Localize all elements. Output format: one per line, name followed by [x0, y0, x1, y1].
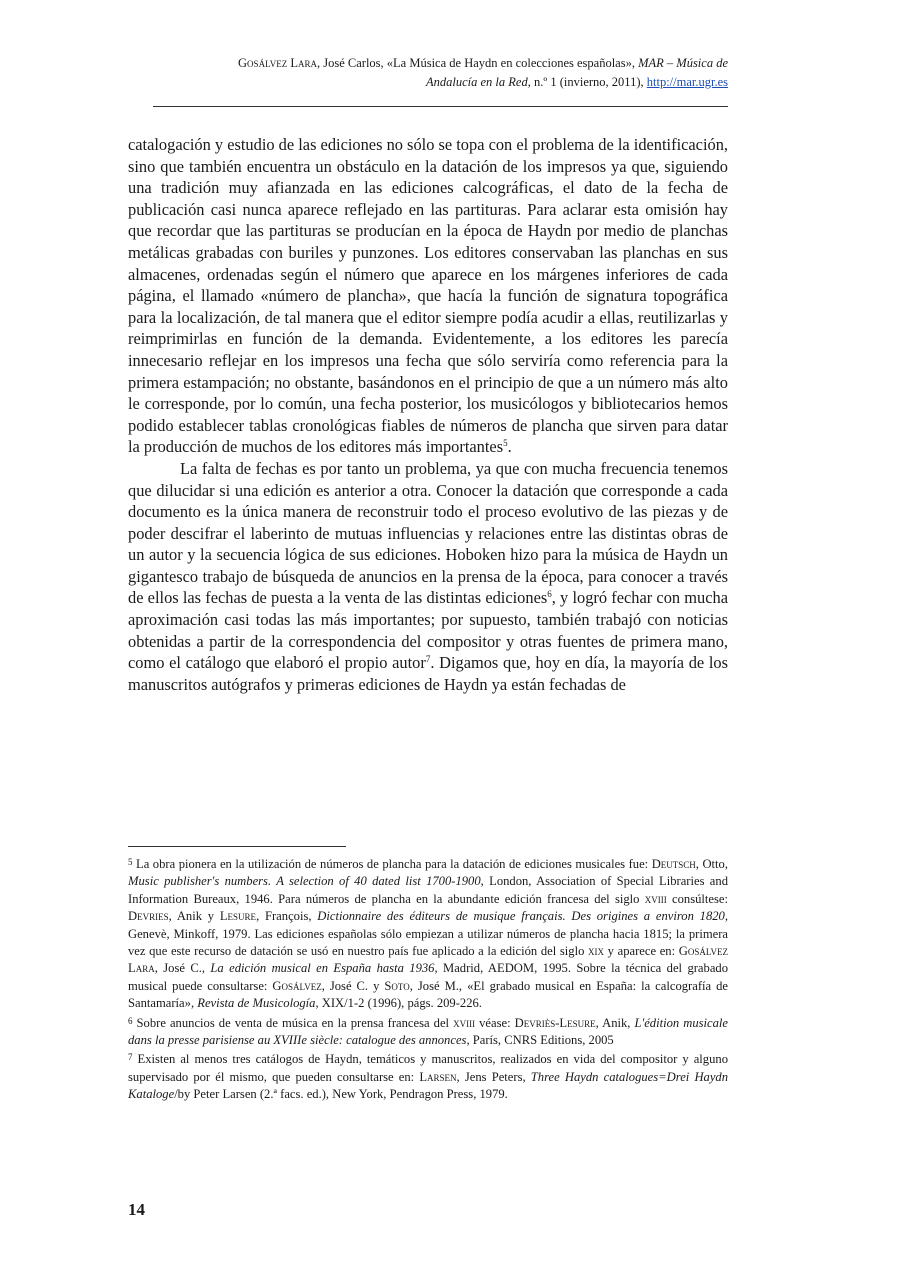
paragraph-1-end: .	[507, 437, 512, 457]
fn5-text: consúltese:	[666, 891, 728, 906]
fn5-text: , Madrid, AEDOM, 1995. Sobre la técnica del grabado musical puede consultarse:	[128, 961, 729, 993]
fn5-author: Gosálvez Lara	[128, 944, 728, 976]
fn5-title: La edición musical en España hasta 1936	[210, 961, 435, 976]
fn5-text: , José M., «El grabado musical en España: la calcografía de Santamaría»,	[128, 978, 728, 1011]
fn5-text: , London, Association of Special Libraries and Information Bureaux, 1946. Para números de plancha en la abundante edición francesa del siglo	[128, 874, 728, 906]
paragraph-1	[128, 134, 728, 458]
fn5-text: La obra pionera en la utilización de números de plancha para la datación de ediciones musicales fue:	[132, 857, 652, 871]
fn5-author: Gosálvez	[272, 978, 322, 993]
fn5-text: , Genevè, Minkoff, 1979. Las ediciones españolas sólo empiezan a utilizar números de plancha hacia 1815; la primera vez que este recurso de datación se usó en nuestro país fue aplicado a la edición del siglo	[128, 909, 728, 959]
header-rule	[153, 106, 728, 107]
main-text	[128, 134, 728, 695]
fn5-century: xviii	[644, 891, 667, 906]
page-number: 14	[128, 1200, 145, 1219]
footnotes	[128, 854, 728, 1104]
paragraph-2-text-c: . Digamos que, hoy en día, la mayoría de los manuscritos autógrafos y primeras ediciones de Haydn ya están fechadas de	[128, 653, 729, 694]
fn6-century: xviii	[453, 1015, 476, 1030]
footnote-separator	[128, 846, 346, 847]
fn6-text: Sobre anuncios de venta de música en la prensa francesa del	[132, 1015, 454, 1030]
running-header	[128, 54, 728, 92]
fn5-author: Devries	[128, 909, 169, 924]
fn5-author: Lesure	[219, 909, 257, 924]
fn6-text: véase:	[475, 1015, 515, 1030]
fn6-title: L'édition musicale dans la presse parisiense au XVIIIe siècle: catalogue des annonces	[128, 1015, 729, 1048]
header-line-2	[128, 73, 728, 92]
footnote-7	[128, 1049, 728, 1103]
paragraph-1-text: catalogación y estudio de las ediciones no sólo se topa con el problema de la identificación, sino que también encuentra un obstáculo en la datación de los impresos ya que, siguiendo una tradición muy afianzada en las ediciones calcográficas, el dato de la fecha de publicación casi nunca aparece reflejado en las partituras. Para aclarar esta omisión hay que recordar que las partituras se producían en la época de Haydn por medio de planchas metálicas grabadas con buriles y punzones. Los editores conservaban las planchas en sus almacenes, ordenadas según el número que aparece en los márgenes inferiores de cada página, el llamado «número de plancha», que hacía la función de signatura topográfica para la localización, de tal manera que el editor siempre podía acudir a ellas, reutilizarlas y reimprimirlas en función de la demanda. Evidentemente, a los editores les parecía innecesario reflejar en los impresos una fecha que sólo serviría como referencia para la primera estampación; no obstante, basándonos en el principio de que a un número más alto le corresponde, por lo común, una fecha posterior, los musicólogos y bibliotecarios hemos podido establecer tablas cronológicas fiables de números de plancha que sirven para datar la producción de muchos de los editores más importantes	[128, 135, 728, 457]
paragraph-2	[128, 458, 728, 696]
header-url-link[interactable]: http://mar.ugr.es	[646, 75, 728, 89]
header-journal-b: Andalucía en la Red	[426, 75, 528, 89]
fn7-title: Three Haydn catalogues=Drei Haydn Kataloge	[128, 1069, 729, 1102]
footnote-5-number: 5	[128, 857, 133, 867]
fn5-title: Revista de Musicología	[197, 996, 316, 1011]
fn5-text: , XIX/1-2 (1996), págs. 209-226.	[315, 996, 482, 1011]
footnote-6	[128, 1013, 728, 1050]
header-line-1	[128, 54, 728, 73]
footnote-7-number: 7	[128, 1052, 133, 1063]
fn7-text: Existen al menos tres catálogos de Haydn, temáticos y manuscritos, realizados en vida del compositor y alguno supervisado por él mismo, que pueden consultarse en:	[128, 1052, 728, 1084]
fn5-text: , Otto,	[695, 857, 728, 871]
fn5-author: Soto	[384, 978, 410, 993]
footnote-ref-6[interactable]: 6	[547, 589, 552, 600]
fn5-century: xix	[588, 944, 605, 959]
fn5-text: , José C. y	[321, 978, 385, 993]
header-issue: , n.º 1 (invierno, 2011),	[527, 75, 647, 89]
fn6-text: , París, CNRS Editions, 2005	[466, 1033, 614, 1048]
fn7-text: , Jens Peters,	[456, 1069, 531, 1084]
fn5-text: , François,	[256, 909, 318, 924]
footnote-ref-5[interactable]: 5	[503, 438, 508, 449]
header-journal-a: MAR – Música de	[638, 56, 728, 70]
fn5-author: Deutsch	[651, 857, 696, 871]
fn5-text: , José C.,	[154, 961, 211, 976]
footnote-6-number: 6	[128, 1015, 133, 1026]
fn5-text: , Anik y	[168, 909, 220, 924]
fn5-text: y aparece en:	[604, 944, 679, 959]
header-author-rest: , José Carlos, «La Música de Haydn en colecciones españolas»,	[317, 56, 639, 70]
fn7-text: /by Peter Larsen (2.ª facs. ed.), New York, Pendragon Press, 1979.	[174, 1087, 508, 1102]
paragraph-2-text-a: La falta de fechas es por tanto un problema, ya que con mucha frecuencia tenemos que dilucidar si una edición es anterior a otra. Conocer la datación que corresponde a cada documento es la única manera de reconstruir todo el proceso evolutivo de las piezas y de poder descifrar el laberinto de mutuas influencias y relaciones entre las distintas obras de un autor y la secuencia lógica de sus ediciones. Hoboken hizo para la música de Haydn un gigantesco trabajo de búsqueda de anuncios en la prensa de la época, para conocer a través de ellos las fechas de puesta a la venta de las distintas ediciones	[128, 458, 728, 608]
paragraph-2-text-b: , y logró fechar con mucha aproximación casi todas las más importantes; por supuesto, también trabajó con noticias obtenidas a partir de la correspondencia del compositor y otras fuentes de primera mano, como el catálogo que elaboró el propio autor	[128, 588, 728, 673]
footnote-5	[128, 854, 728, 1013]
header-author-lastname: Gosálvez Lara	[238, 56, 317, 70]
footnote-ref-7[interactable]: 7	[425, 654, 431, 665]
fn6-author: Devriès-Lesure	[514, 1015, 596, 1030]
fn7-author: Larsen	[419, 1069, 457, 1084]
fn5-title: Music publisher's numbers. A selection of 40 dated list 1700-1900	[128, 874, 481, 889]
fn6-text: , Anik,	[595, 1015, 635, 1030]
fn5-title: Dictionnaire des éditeurs de musique français. Des origines a environ 1820	[317, 909, 725, 924]
